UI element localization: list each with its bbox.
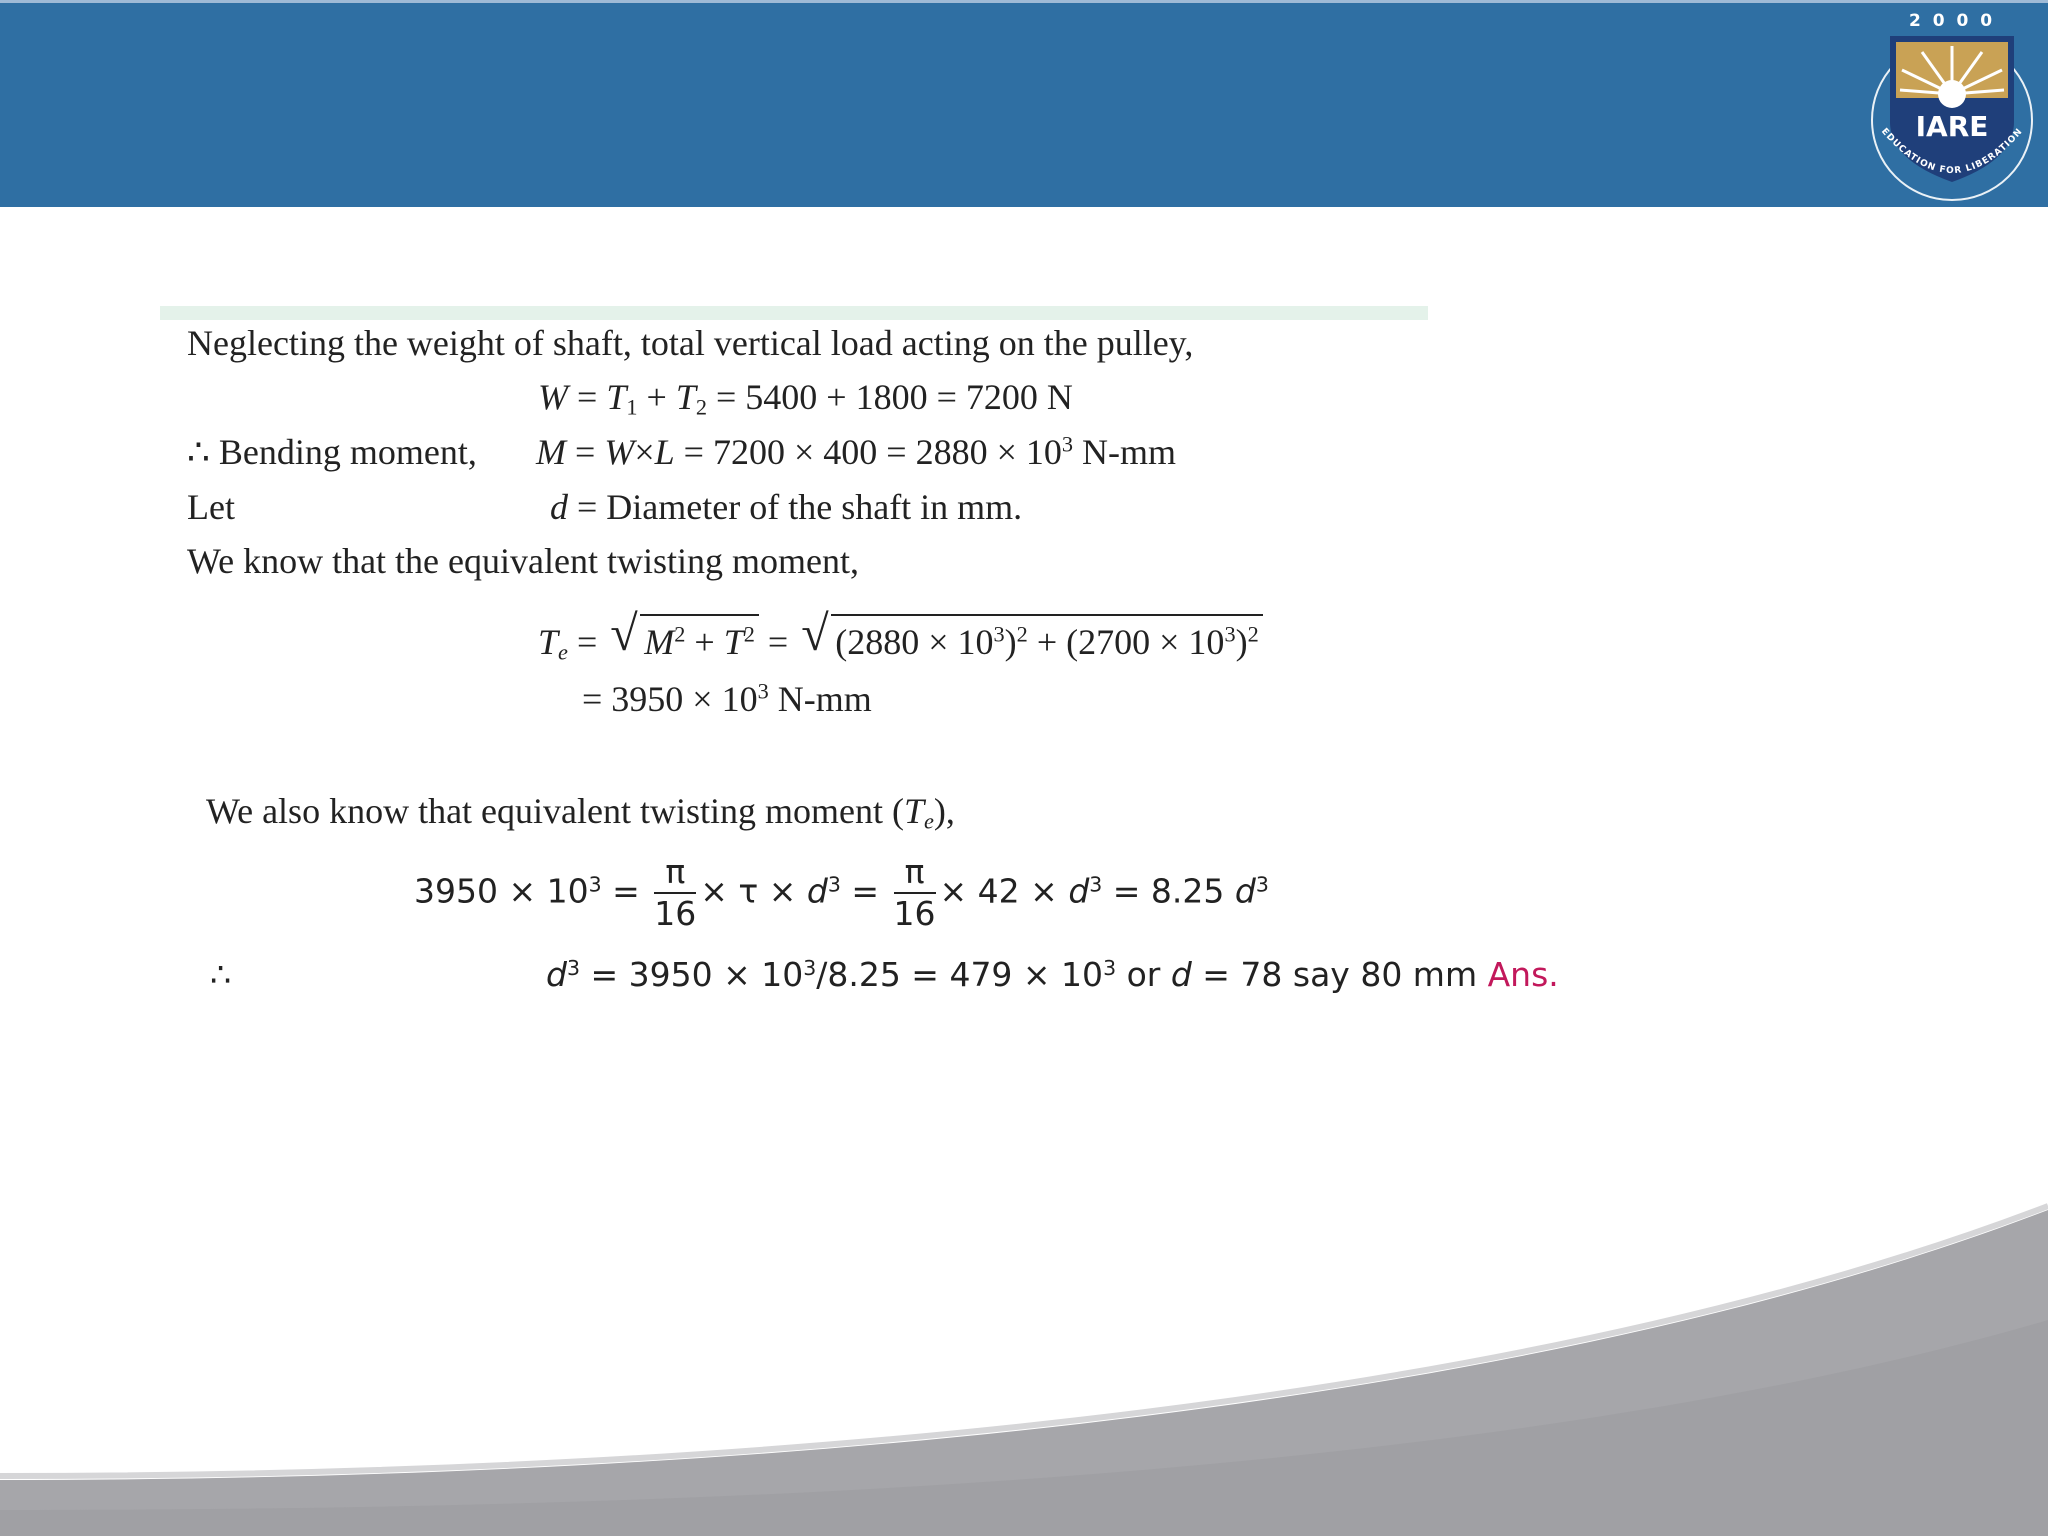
equation-te-result: = $3950 \times 10^3$ N-mm [582, 678, 872, 719]
bending-moment-label: ∴ Bending moment, [187, 432, 477, 472]
footer-wave [0, 1180, 2048, 1536]
square-root-2: √ $(2880 \times 10^3)^2 + (2700 \times 10^3)^2$ [801, 614, 1263, 662]
square-root-1: √ $M^2 + T^2$ [610, 614, 759, 662]
text-line-1: Neglecting the weight of shaft, total vertical load acting on the pulley, [187, 323, 1194, 363]
logo-name: IARE [1915, 110, 1989, 143]
equation-final-diameter: $d^3 = 3950 \times 10^3/8.25 = 479 \times 10^3$ or d = 78 say 80 mm Ans. [546, 955, 1559, 994]
logo-year: 2 0 0 0 [1908, 11, 1996, 31]
let-label: Let [187, 487, 235, 527]
fraction-pi-over-16: $\frac{\pi}{16}$ [654, 852, 697, 933]
equation-bending-moment: $M = W\times L = 7200 \times 400 = 2880 \times 10^3$ N-mm [536, 431, 1177, 472]
equation-load: $W = T_1 + T_2 = 5400 + 1800 = 7200$ N [538, 377, 1073, 420]
text-line-4: We know that the equivalent twisting moment, [187, 541, 859, 581]
answer-label: Ans. [1487, 955, 1559, 994]
equation-torque-diameter: $3950 \times 10^3$ = $\frac{\pi}{16}$ × $\tau \times d^3$ = $\frac{\pi}{16}$ × $42 \times d^3 = 8.25$ $d^3$ [414, 852, 1269, 933]
fraction-pi-over-16-b: $\frac{\pi}{16}$ [893, 852, 936, 933]
logo-motto: EDUCATION FOR LIBERATION [1879, 126, 2025, 177]
equation-diameter-def: d = Diameter of the shaft in mm. [550, 487, 1023, 527]
therefore-label: ∴ [210, 955, 231, 994]
highlight-band [160, 306, 1428, 320]
equation-equivalent-twisting: $T_e$ = √ $M^2 + T^2$ = √ $(2880 \times 10^3)^2 + (2700 \times 10^3)^2$ [538, 614, 1263, 662]
text-line-6: We also know that equivalent twisting moment $(T_e)$, [206, 791, 955, 834]
